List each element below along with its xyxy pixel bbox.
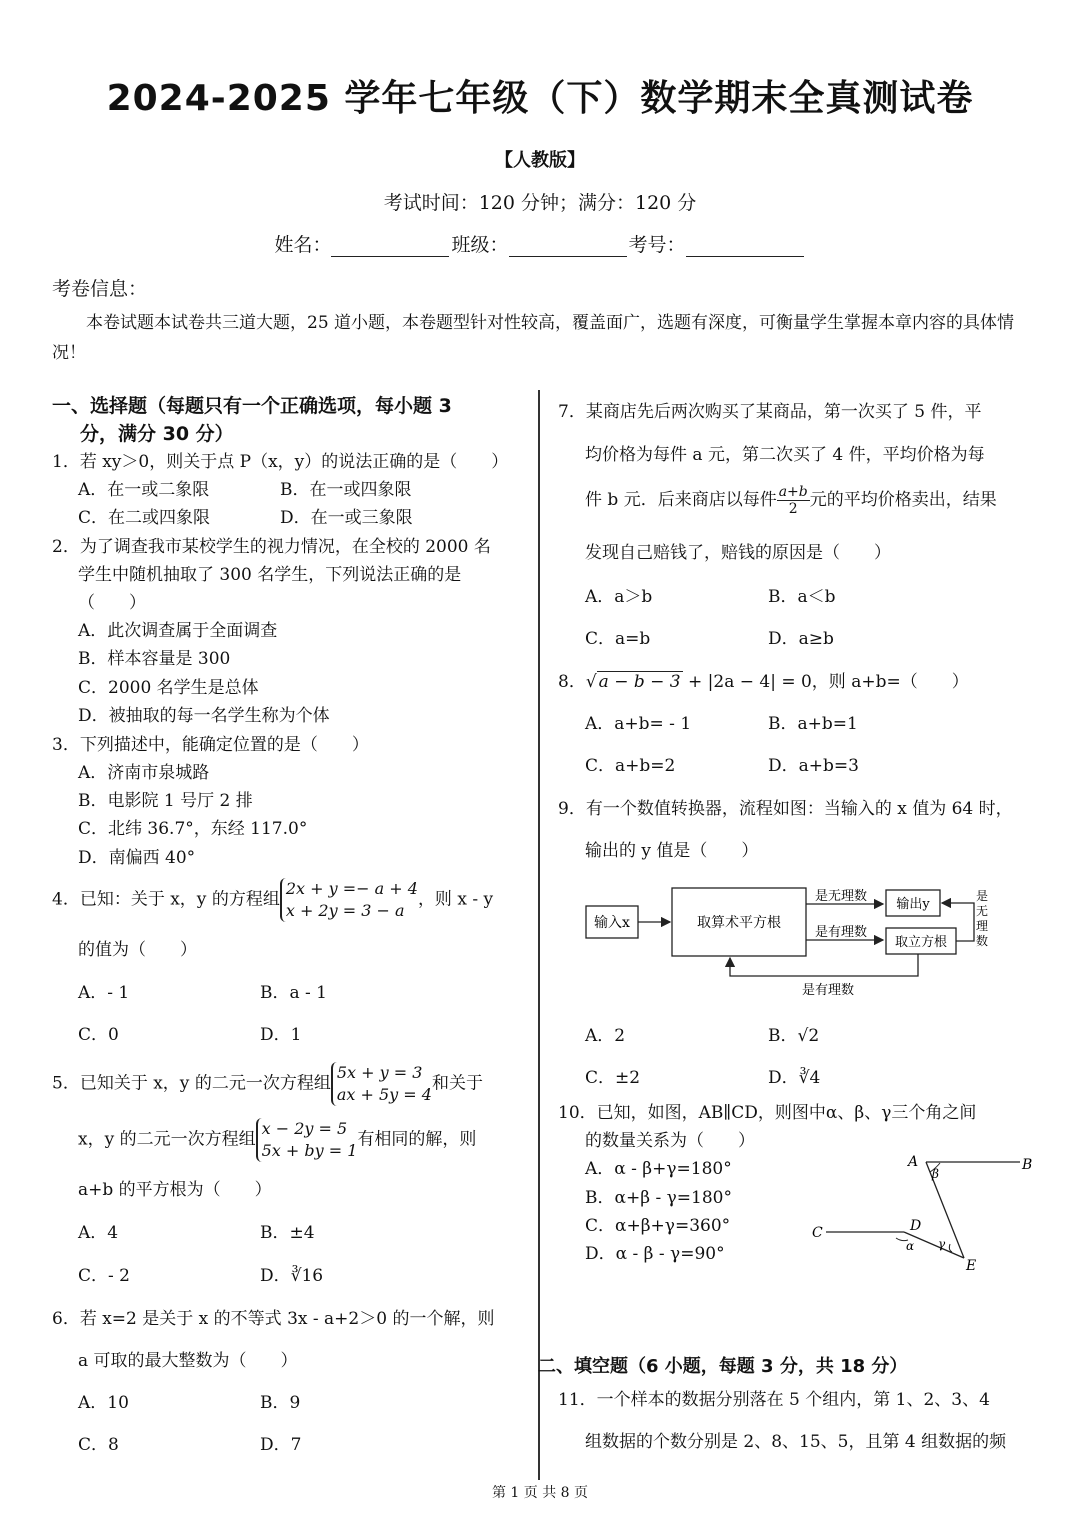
q2-stem-1: 2．为了调查我市某校学生的视力情况，在全校的 2000 名 — [52, 537, 491, 557]
q4-stem: 4．已知：关于 x，y 的方程组2x + y =− a + 4 x + 2y = 3 − a，则 x - y — [52, 879, 494, 920]
q8-stem: 8．√ a − b − 3 + |2a − 4| = 0，则 a+b=（ ） — [558, 672, 969, 692]
side-label-1: 是 — [975, 889, 989, 903]
q10-stem-1: 10．已知，如图，AB∥CD，则图中α、β、γ三个角之间 — [558, 1103, 977, 1123]
name-label: 姓名： — [274, 234, 332, 256]
geometry-figure — [808, 1150, 1044, 1278]
number-blank[interactable] — [686, 238, 804, 257]
q4-option-b[interactable]: B．a - 1 — [260, 983, 327, 1003]
page-title: 2024-2025 学年七年级（下）数学期末全真测试卷 — [106, 78, 974, 119]
q6-option-b[interactable]: B．9 — [260, 1393, 301, 1413]
q7-fraction: $\frac{a+b}{2}$ — [778, 484, 808, 517]
label-c: C — [812, 1225, 823, 1241]
output-label: 输出y — [896, 897, 930, 912]
q5-equation-system-2: x − 2y = 5 5x + by = 1 — [256, 1118, 358, 1162]
q8-option-b[interactable]: B．a+b=1 — [768, 714, 858, 734]
q10-option-c[interactable]: C．α+β+γ=360° — [585, 1216, 731, 1236]
q4-option-a[interactable]: A．- 1 — [78, 983, 130, 1003]
label-beta: β — [932, 1167, 939, 1181]
q9-option-d[interactable]: D．∛4 — [768, 1068, 821, 1088]
label-a: A — [908, 1154, 919, 1170]
q11-stem-1: 11．一个样本的数据分别落在 5 个组内，第 1、2、3、4 — [558, 1390, 990, 1410]
name-blank[interactable] — [331, 238, 449, 257]
q5-option-a[interactable]: A．4 — [78, 1223, 119, 1243]
irrational-label: 是无理数 — [814, 889, 868, 904]
q7-stem-3: 件 b 元．后来商店以每件 $\frac{a+b}{2}$ 元的平均价格卖出，结果 — [585, 484, 997, 517]
q1-option-b[interactable]: B．在一或四象限 — [280, 480, 412, 500]
q10-option-a[interactable]: A．α - β+γ=180° — [585, 1159, 732, 1179]
q2-option-d[interactable]: D．被抽取的每一名学生称为个体 — [78, 706, 330, 726]
q5-option-d[interactable]: D．∛16 — [260, 1266, 324, 1286]
label-b: B — [1022, 1157, 1033, 1173]
q2-option-a[interactable]: A．此次调查属于全面调查 — [78, 621, 278, 641]
q9-stem-1: 9．有一个数值转换器，流程如图：当输入的 x 值为 64 时， — [558, 799, 1013, 819]
q9-option-a[interactable]: A．2 — [585, 1026, 626, 1046]
q7-option-b[interactable]: B．a＜b — [768, 587, 836, 607]
q3-option-a[interactable]: A．济南市泉城路 — [78, 763, 210, 783]
number-label: 考号： — [628, 234, 686, 256]
label-gamma: γ — [938, 1237, 946, 1251]
q9-stem-2: 输出的 y 值是（ ） — [585, 841, 759, 861]
q2-stem-2: 学生中随机抽取了 300 名学生，下列说法正确的是 — [78, 565, 462, 585]
q7-option-c[interactable]: C．a=b — [585, 629, 651, 649]
q11-stem-2: 组数据的个数分别是 2、8、15、5，且第 4 组数据的频 — [585, 1432, 1007, 1452]
class-blank[interactable] — [509, 238, 627, 257]
q6-option-a[interactable]: A．10 — [78, 1393, 129, 1413]
q5-equation-system-1: 5x + y = 3 ax + 5y = 4 — [331, 1062, 432, 1106]
student-fields — [0, 230, 1080, 257]
q8-option-a[interactable]: A．a+b= - 1 — [585, 714, 692, 734]
q6-option-c[interactable]: C．8 — [78, 1435, 119, 1455]
q5-stem-3: a+b 的平方根为（ ） — [78, 1180, 272, 1200]
side-label-4: 数 — [975, 934, 989, 948]
q1-stem: 1．若 xy＞0，则关于点 P（x，y）的说法正确的是（ ） — [52, 452, 509, 472]
q4-stem-2: 的值为（ ） — [78, 940, 197, 960]
edition-label: 【人教版】 — [495, 150, 585, 171]
q1-option-d[interactable]: D．在一或三象限 — [280, 508, 413, 528]
label-e: E — [966, 1258, 977, 1274]
exam-info: 考试时间：120 分钟；满分：120 分 — [383, 192, 697, 214]
q1-option-a[interactable]: A．在一或二象限 — [78, 480, 210, 500]
q10-option-b[interactable]: B．α+β - γ=180° — [585, 1188, 732, 1208]
side-label-2: 无 — [975, 904, 989, 918]
q4-equation-system: 2x + y =− a + 4 x + 2y = 3 − a — [280, 878, 418, 922]
section1-title: 一、选择题（每题只有一个正确选项，每小题 3 分，满分 30 分） — [52, 395, 452, 445]
q4-option-c[interactable]: C．0 — [78, 1025, 119, 1045]
q8-option-d[interactable]: D．a+b=3 — [768, 756, 859, 776]
q9-option-c[interactable]: C．±2 — [585, 1068, 641, 1088]
info-heading: 考卷信息： — [52, 278, 148, 300]
class-label: 班级： — [451, 234, 509, 256]
sqrt-symbol: √ — [585, 672, 597, 692]
flowchart-diagram — [578, 878, 1018, 1008]
rational-bottom-label: 是有理数 — [801, 983, 855, 998]
q5-stem-2: x，y 的二元一次方程组x − 2y = 5 5x + by = 1有相同的解，则 — [78, 1119, 477, 1160]
q7-option-d[interactable]: D．a≥b — [768, 629, 834, 649]
q3-option-c[interactable]: C．北纬 36.7°，东经 117.0° — [78, 819, 308, 839]
label-d: D — [910, 1218, 922, 1234]
q8-option-c[interactable]: C．a+b=2 — [585, 756, 676, 776]
q5-option-c[interactable]: C．- 2 — [78, 1266, 130, 1286]
q3-option-b[interactable]: B．电影院 1 号厅 2 排 — [78, 791, 253, 811]
q7-stem-4: 发现自己赔钱了，赔钱的原因是（ ） — [585, 543, 891, 563]
q5-stem: 5．已知关于 x，y 的二元一次方程组5x + y = 3 ax + 5y = 4和关于 — [52, 1063, 483, 1104]
side-label-3: 理 — [975, 919, 989, 933]
q3-option-d[interactable]: D．南偏西 40° — [78, 848, 196, 868]
page-footer: 第 1 页 共 8 页 — [491, 1485, 589, 1501]
section2-title: 二、填空题（6 小题，每题 3 分，共 18 分） — [538, 1356, 908, 1377]
q2-option-c[interactable]: C．2000 名学生是总体 — [78, 678, 259, 698]
q10-stem-2: 的数量关系为（ ） — [585, 1131, 755, 1151]
column-divider — [538, 390, 540, 1480]
q2-stem-3: （ ） — [78, 593, 146, 613]
sqrt-label: 取算术平方根 — [697, 915, 781, 931]
cube-label: 取立方根 — [894, 935, 948, 950]
q6-stem-2: a 可取的最大整数为（ ） — [78, 1351, 298, 1371]
q2-option-b[interactable]: B．样本容量是 300 — [78, 649, 231, 669]
info-description: 本卷试题本试卷共三道大题，25 道小题，本卷题型针对性较高，覆盖面广，选题有深度，可衡量学生掌握本章内容的具体情况！ — [52, 313, 1015, 363]
q7-option-a[interactable]: A．a＞b — [585, 587, 653, 607]
q6-option-d[interactable]: D．7 — [260, 1435, 302, 1455]
q7-stem-1: 7．某商店先后两次购买了某商品，第一次买了 5 件，平 — [558, 402, 982, 422]
rational-label: 是有理数 — [814, 925, 868, 940]
q10-option-d[interactable]: D．α - β - γ=90° — [585, 1244, 725, 1264]
q4-option-d[interactable]: D．1 — [260, 1025, 302, 1045]
input-label: 输入x — [594, 915, 630, 931]
q9-option-b[interactable]: B．√2 — [768, 1026, 820, 1046]
q7-stem-2: 均价格为每件 a 元，第二次买了 4 件，平均价格为每 — [585, 445, 985, 465]
label-alpha: α — [906, 1239, 915, 1253]
q1-option-c[interactable]: C．在二或四象限 — [78, 508, 211, 528]
q3-stem: 3．下列描述中，能确定位置的是（ ） — [52, 735, 369, 755]
q5-option-b[interactable]: B．±4 — [260, 1223, 315, 1243]
q6-stem-1: 6．若 x=2 是关于 x 的不等式 3x - a+2＞0 的一个解，则 — [52, 1309, 495, 1329]
